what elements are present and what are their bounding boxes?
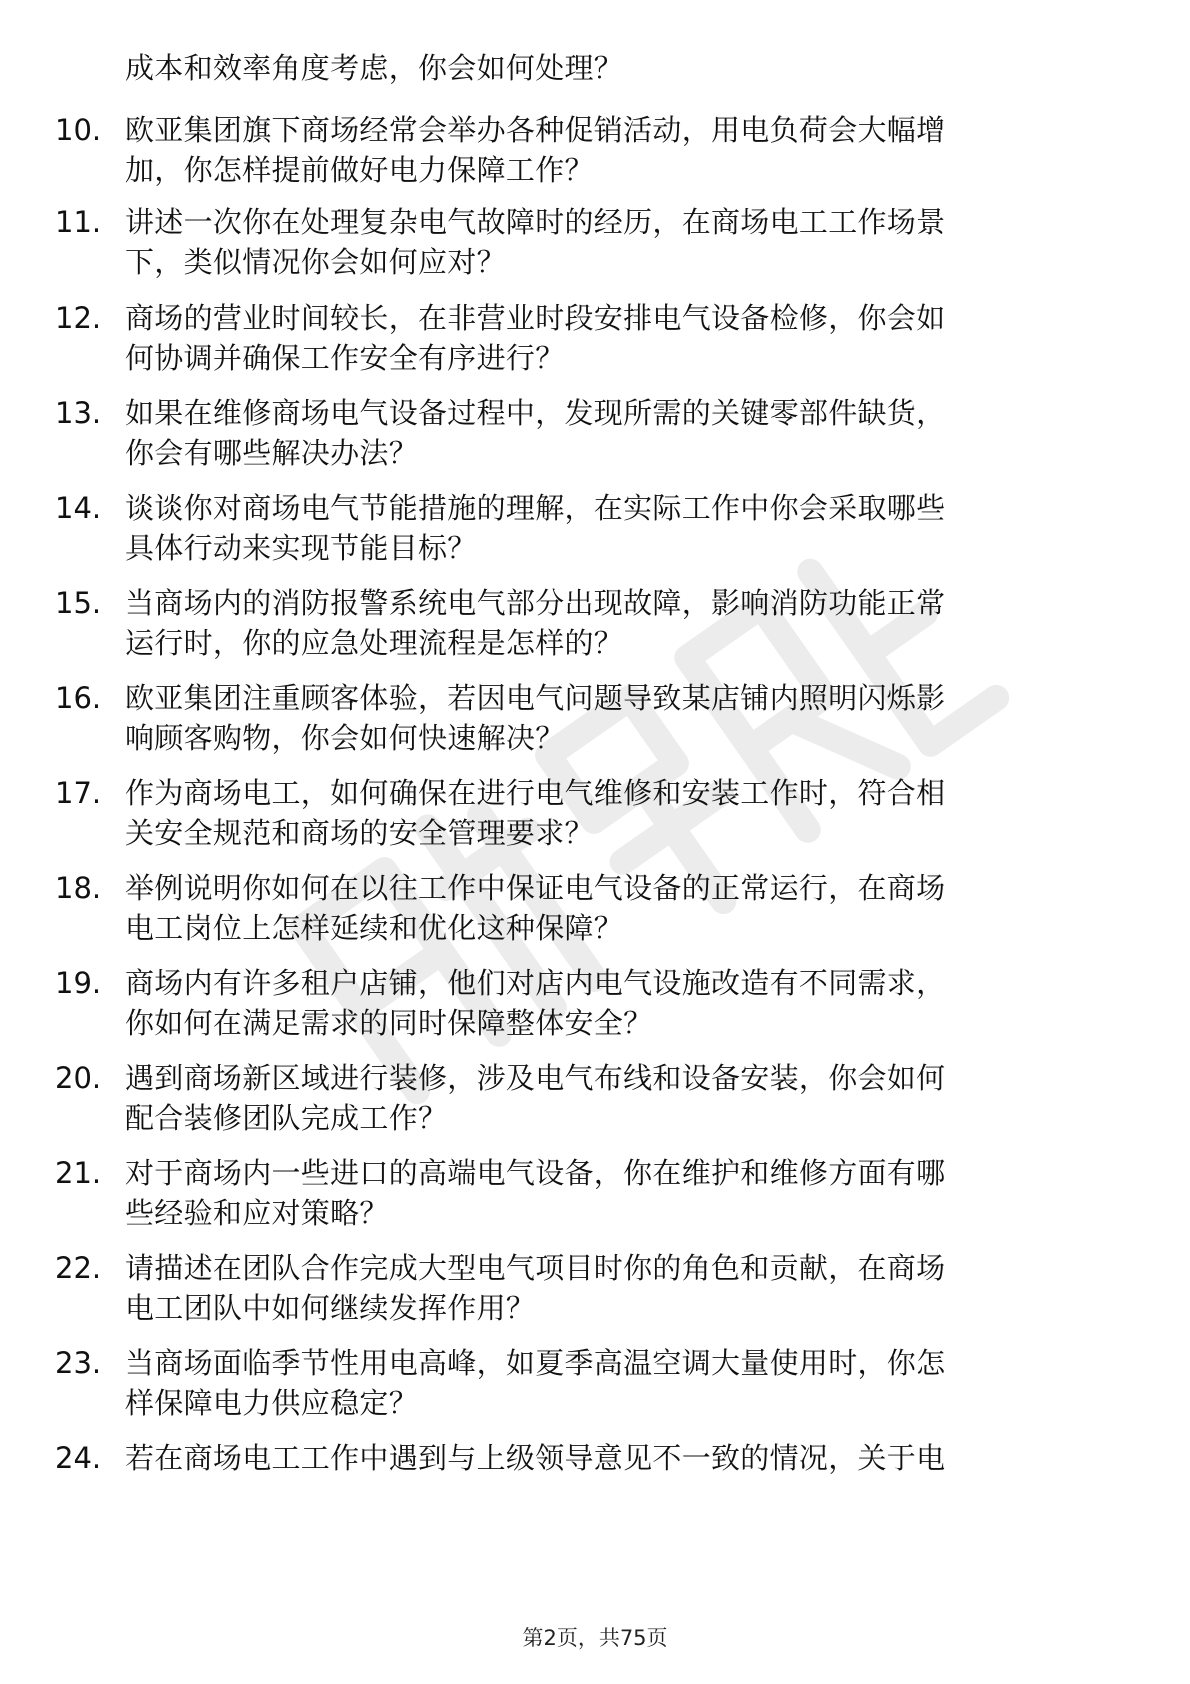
question-text	[125, 1438, 1115, 1478]
question-number: 15.	[55, 586, 102, 620]
question-text	[125, 1248, 1115, 1328]
question-line: 请描述在团队合作完成大型电气项目时你的角色和贡献，在商场	[125, 1251, 946, 1285]
question-line: 当商场内的消防报警系统电气部分出现故障，影响消防功能正常	[125, 586, 946, 620]
question-line: 作为商场电工，如何确保在进行电气维修和安装工作时，符合相	[125, 776, 946, 810]
question-number: 12.	[55, 301, 102, 335]
question-text	[125, 1343, 1115, 1423]
question-line: 你如何在满足需求的同时保障整体安全？	[125, 1006, 653, 1040]
question-text	[125, 48, 1115, 88]
question-line: 加，你怎样提前做好电力保障工作？	[125, 153, 594, 187]
question-number: 18.	[55, 871, 102, 905]
question-line: 当商场面临季节性用电高峰，如夏季高温空调大量使用时，你怎	[125, 1346, 946, 1380]
question-text	[125, 1058, 1115, 1138]
question-text	[125, 868, 1115, 948]
question-line: 若在商场电工工作中遇到与上级领导意见不一致的情况，关于电	[125, 1441, 946, 1475]
question-line: 关安全规范和商场的安全管理要求？	[125, 816, 594, 850]
question-number: 13.	[55, 396, 102, 430]
question-line: 商场内有许多租户店铺，他们对店内电气设施改造有不同需求，	[125, 966, 946, 1000]
question-line: 样保障电力供应稳定？	[125, 1386, 419, 1420]
question-text	[125, 583, 1115, 663]
question-text	[125, 678, 1115, 758]
question-number: 11.	[55, 205, 102, 239]
question-number: 16.	[55, 681, 102, 715]
question-number: 20.	[55, 1061, 102, 1095]
question-number: 14.	[55, 491, 102, 525]
question-text	[125, 298, 1115, 378]
question-line: 你会有哪些解决办法？	[125, 436, 419, 470]
question-line: 谈谈你对商场电气节能措施的理解，在实际工作中你会采取哪些	[125, 491, 946, 525]
question-text	[125, 773, 1115, 853]
question-text	[125, 1153, 1115, 1233]
question-number: 22.	[55, 1251, 102, 1285]
question-line: 具体行动来实现节能目标？	[125, 531, 477, 565]
question-number: 21.	[55, 1156, 102, 1190]
question-text	[125, 488, 1115, 568]
question-line: 配合装修团队完成工作？	[125, 1101, 448, 1135]
question-text	[125, 393, 1115, 473]
question-line: 讲述一次你在处理复杂电气故障时的经历，在商场电工工作场景	[125, 205, 946, 239]
question-number: 19.	[55, 966, 102, 1000]
question-number: 10.	[55, 113, 102, 147]
page-footer: 第2页，共75页	[522, 1626, 668, 1650]
question-line: 响顾客购物，你会如何快速解决？	[125, 721, 565, 755]
question-line: 何协调并确保工作安全有序进行？	[125, 341, 565, 375]
question-line: 些经验和应对策略？	[125, 1196, 389, 1230]
question-line: 下，类似情况你会如何应对？	[125, 245, 506, 279]
question-line: 电工岗位上怎样延续和优化这种保障？	[125, 911, 624, 945]
question-line: 对于商场内一些进口的高端电气设备，你在维护和维修方面有哪	[125, 1156, 946, 1190]
question-number: 24.	[55, 1441, 102, 1475]
question-line: 举例说明你如何在以往工作中保证电气设备的正常运行，在商场	[125, 871, 946, 905]
question-number: 23.	[55, 1346, 102, 1380]
question-text	[125, 202, 1115, 282]
question-line: 商场的营业时间较长，在非营业时段安排电气设备检修，你会如	[125, 301, 946, 335]
question-number: 17.	[55, 776, 102, 810]
question-text	[125, 110, 1115, 190]
question-line: 电工团队中如何继续发挥作用？	[125, 1291, 536, 1325]
question-line: 运行时，你的应急处理流程是怎样的？	[125, 626, 624, 660]
question-line: 成本和效率角度考虑，你会如何处理？	[125, 51, 624, 85]
question-text	[125, 963, 1115, 1043]
question-line: 欧亚集团注重顾客体验，若因电气问题导致某店铺内照明闪烁影	[125, 681, 946, 715]
question-line: 如果在维修商场电气设备过程中，发现所需的关键零部件缺货，	[125, 396, 946, 430]
question-line: 遇到商场新区域进行装修，涉及电气布线和设备安装，你会如何	[125, 1061, 946, 1095]
question-line: 欧亚集团旗下商场经常会举办各种促销活动，用电负荷会大幅增	[125, 113, 946, 147]
